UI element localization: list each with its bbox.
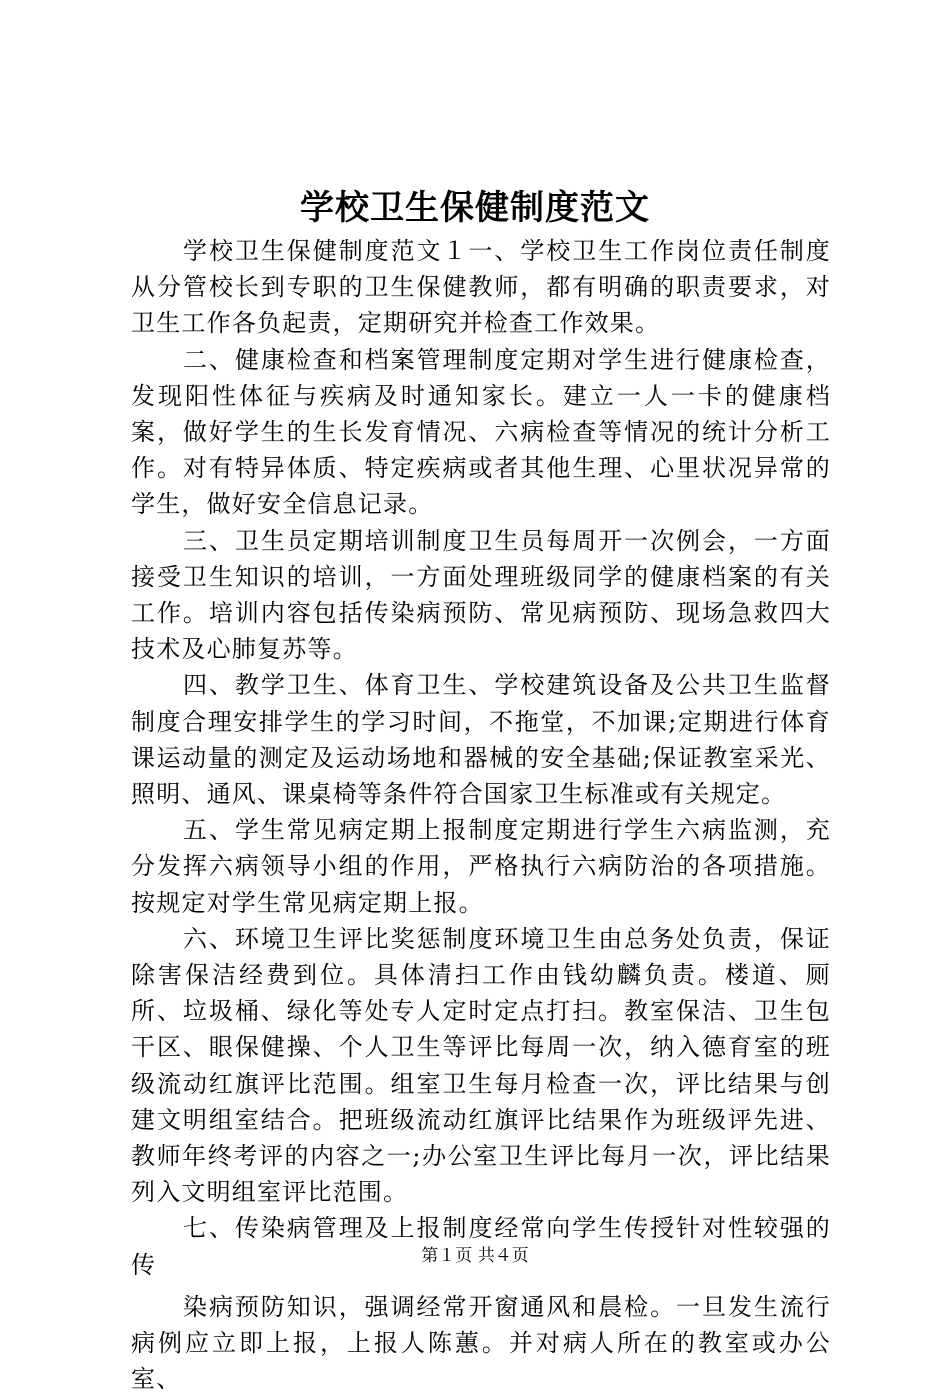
paragraph-5: 五、学生常见病定期上报制度定期进行学生六病监测，充分发挥六病领导小组的作用，严格执行六病防治的各项措施。按规定对学生常见病定期上报。 [131,816,831,917]
document-title: 学校卫生保健制度范文 [300,188,650,228]
document-body [131,233,831,1398]
paragraph-6: 六、环境卫生评比奖惩制度环境卫生由总务处负责，保证除害保洁经费到位。具体清扫工作由钱幼麟负责。楼道、厕所、垃圾桶、绿化等处专人定时定点打扫。教室保洁、卫生包干区、眼保健操、个人卫生等评比每周一次，纳入德育室的班级流动红旗评比范围。组室卫生每月检查一次，评比结果与创建文明组室结合。把班级流动红旗评比结果作为班级评先进、教师年终考评的内容之一;办公室卫生评比每月一次，评比结果列入文明组室评比范围。 [131,924,831,1207]
paragraph-2: 二、健康检查和档案管理制度定期对学生进行健康检查，发现阳性体征与疾病及时通知家长。建立一人一卡的健康档案，做好学生的生长发育情况、六病检查等情况的统计分析工作。对有特异体质、特定疾病或者其他生理、心里状况异常的学生，做好安全信息记录。 [131,345,831,519]
paragraph-7: 七、传染病管理及上报制度经常向学生传授针对性较强的传 [131,1214,831,1279]
paragraph-1: 学校卫生保健制度范文１一、学校卫生工作岗位责任制度从分管校长到专职的卫生保健教师，都有明确的职责要求，对卫生工作各负起责，定期研究并检查工作效果。 [131,237,831,338]
paragraph-3: 三、卫生员定期培训制度卫生员每周开一次例会，一方面接受卫生知识的培训，一方面处理班级同学的健康档案的有关工作。培训内容包括传染病预防、常见病预防、现场急救四大技术及心肺复苏等。 [131,526,831,664]
paragraph-8: 染病预防知识，强调经常开窗通风和晨检。一旦发生流行病例应立即上报，上报人陈蕙。并对病人所在的教室或办公室、 [131,1292,831,1394]
page-footer: 第１页 共４页 [421,1246,529,1266]
paragraph-4: 四、教学卫生、体育卫生、学校建筑设备及公共卫生监督制度合理安排学生的学习时间，不拖堂，不加课;定期进行体育课运动量的测定及运动场地和器械的安全基础;保证教室采光、照明、通风、课桌椅等条件符合国家卫生标准或有关规定。 [131,671,831,809]
